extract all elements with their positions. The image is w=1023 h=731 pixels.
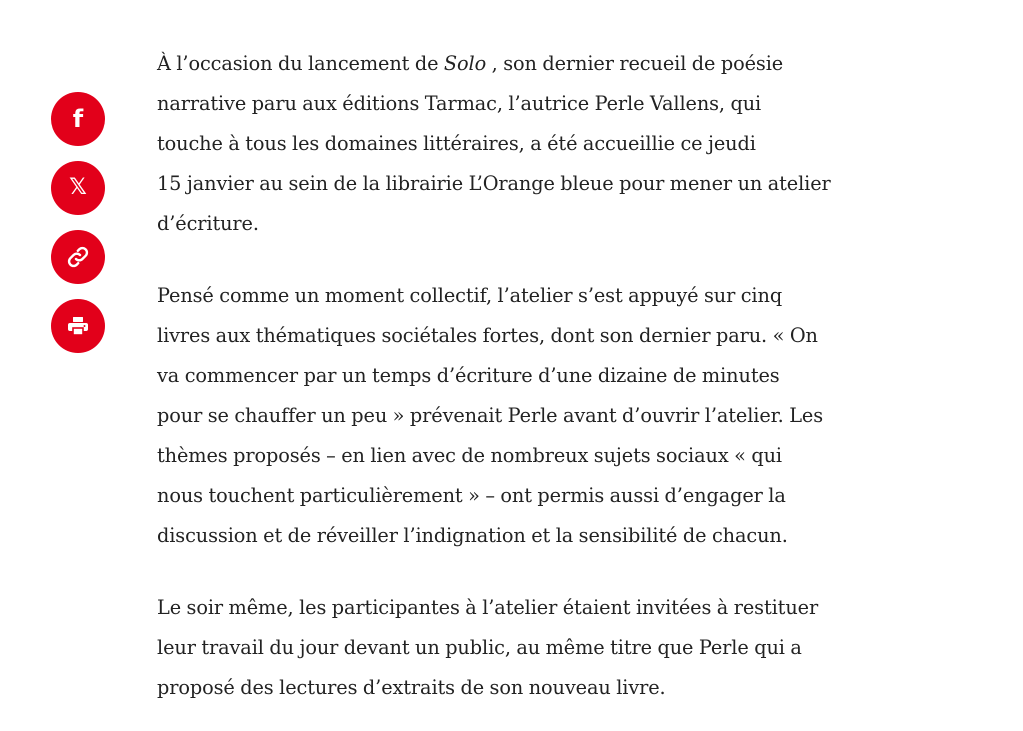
share-x-button[interactable] <box>51 161 105 215</box>
paragraph-text: narrative paru aux éditions Tarmac, l’autrice Perle Vallens, qui <box>157 92 762 115</box>
paragraph-text: d’écriture. <box>157 212 259 235</box>
paragraph-text: discussion et de réveiller l’indignation et la sensibilité de chacun. <box>157 524 788 547</box>
paragraph-text: À l’occasion du lancement de <box>157 52 444 75</box>
paragraph-3 <box>157 588 887 708</box>
paragraph-text: livres aux thématiques sociétales fortes, dont son dernier paru. « On <box>157 324 818 347</box>
paragraph-text: 15 janvier au sein de la librairie L’Orange bleue pour mener un atelier <box>157 172 831 195</box>
paragraph-2 <box>157 276 887 556</box>
book-title: Solo <box>443 52 487 75</box>
link-icon <box>66 245 90 269</box>
paragraph-text: Pensé comme un moment collectif, l’atelier s’est appuyé sur cinq <box>157 284 783 307</box>
article-body <box>157 44 887 708</box>
paragraph-text: proposé des lectures d’extraits de son nouveau livre. <box>157 676 666 699</box>
paragraph-text: va commencer par un temps d’écriture d’une dizaine de minutes <box>157 364 780 387</box>
paragraph-text: thèmes proposés – en lien avec de nombreux sujets sociaux « qui <box>157 444 782 467</box>
x-icon: 𝕏 <box>69 175 87 200</box>
facebook-icon: f <box>72 105 84 133</box>
share-bar <box>51 92 105 368</box>
paragraph-text: pour se chauffer un peu » prévenait Perle avant d’ouvrir l’atelier. Les <box>157 404 824 427</box>
print-button[interactable] <box>51 299 105 353</box>
share-facebook-button[interactable] <box>51 92 105 146</box>
paragraph-text: leur travail du jour devant un public, au même titre que Perle qui a <box>157 636 802 659</box>
paragraph-text: Le soir même, les participantes à l’atelier étaient invitées à restituer <box>157 596 819 619</box>
paragraph-1 <box>157 44 887 244</box>
paragraph-text: nous touchent particulièrement » – ont permis aussi d’engager la <box>157 484 786 507</box>
share-link-button[interactable] <box>51 230 105 284</box>
print-icon <box>67 316 89 336</box>
paragraph-text: touche à tous les domaines littéraires, a été accueillie ce jeudi <box>157 132 756 155</box>
paragraph-text: , son dernier recueil de poésie <box>486 52 784 75</box>
